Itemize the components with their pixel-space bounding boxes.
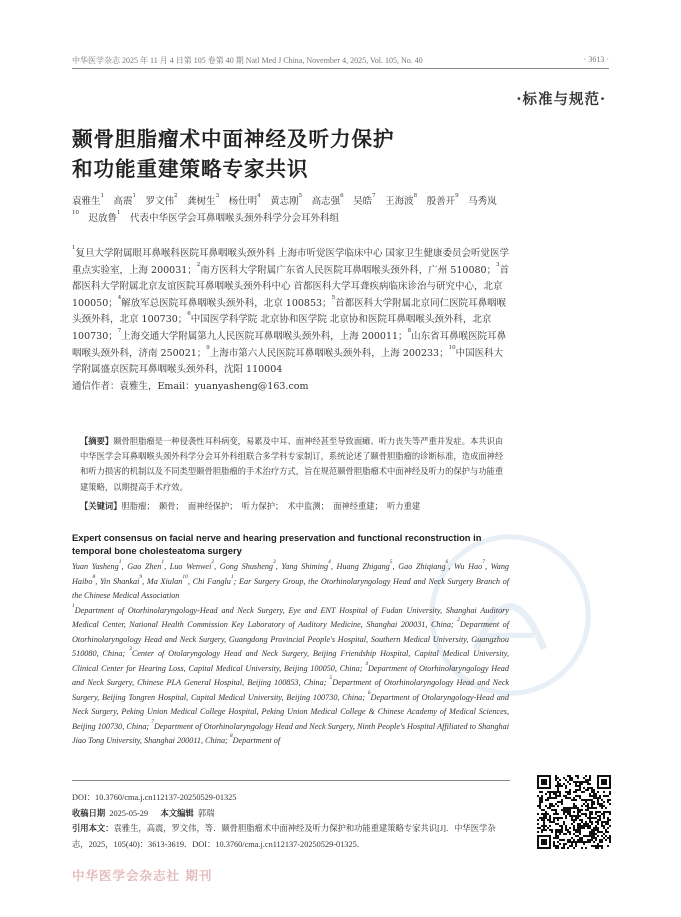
english-author-sup: 1 [230, 573, 234, 580]
author-group-cn: 代表中华医学会耳鼻咽喉头颈外科学分会耳外科组 [130, 212, 340, 224]
english-affiliation-text: Department of Otorhinolaryngology Head and Neck Surgery, Chinese PLA General Hospital, Beijing 100853, China; [72, 663, 509, 687]
affiliation-sup: 10 [448, 344, 456, 351]
affiliation-sup: 6 [187, 311, 191, 318]
author-name: 迟放鲁 [88, 212, 118, 224]
english-author-sup: 3 [273, 559, 276, 565]
affiliation-sup: 1 [72, 245, 76, 251]
author-sup: 8 [413, 193, 418, 199]
english-author-name: Wu Hao [454, 562, 483, 571]
english-author-name: Yuan Yasheng [72, 562, 119, 571]
affiliation-list [72, 245, 510, 376]
author-sup: 1 [117, 209, 121, 216]
author-name: 马秀岚 [468, 196, 497, 207]
doi: DOI：10.3760/cma.j.cn112137-20250529-01325 [72, 793, 237, 802]
english-affiliation-sup: 1 [72, 602, 75, 609]
affiliation-sup: 7 [117, 327, 122, 334]
cite-text: 袁雅生，高震，罗文伟，等．颞骨胆脂瘤术中面神经及听力保护和功能重建策略专家共识[J]．中华医学杂志，2025，105(40)：3613-3619．DOI：10.3760/cma.j.cn112137-20250529-01325． [72, 824, 496, 849]
english-author-sup: 2 [211, 559, 215, 565]
affiliation-text: 首都医科大学附属北京友谊医院耳鼻咽喉头颈外科中心 首都医科大学耳聋疾病临床诊治与研究中心，北京 100050； [72, 264, 510, 309]
english-author-name: Yin Shankai [99, 576, 140, 586]
author-name: 殷善开 [426, 196, 456, 207]
english-affiliation-sup: 4 [365, 660, 368, 667]
author-sup: 2 [174, 193, 178, 199]
english-author-sup: 4 [328, 559, 331, 565]
received-date: 2025-05-29 [109, 808, 149, 818]
english-title: Expert consensus on facial nerve and hearing preservation and functional reconstruction in temporal bone cholesteatoma surgery [72, 532, 482, 556]
received-label: 收稿日期 [72, 807, 106, 818]
author-sup: 3 [215, 193, 220, 199]
keywords-label: 【关键词】 [80, 501, 122, 511]
author-name: 高震 [113, 196, 133, 207]
qr-code[interactable] [537, 775, 611, 849]
english-author-sup: 7 [482, 559, 485, 565]
affiliation-sup: 3 [496, 261, 500, 268]
english-author-sup: 6 [445, 559, 449, 565]
author-sup: 9 [455, 193, 459, 199]
author-name: 杨仕明 [228, 196, 258, 207]
english-author-name: Wang Haibo [72, 562, 510, 586]
author-sup: 5 [298, 193, 303, 199]
english-affiliation-list [72, 602, 510, 746]
affiliations-cn [72, 246, 510, 395]
english-author-name: Huang Zhigang [336, 562, 390, 571]
english-affiliation-text: Department of Otorhinolaryngology Head and Neck Surgery, Ninth People's Hospital Affiliated to Shanghai Jiao Tong University, Shanghai 200011, China; [72, 721, 509, 745]
english-author-sup: 1 [161, 559, 165, 565]
author-name: 黄志刚 [270, 196, 299, 207]
editor-label: 本文编辑 [160, 807, 194, 818]
author-name: 高志强 [311, 196, 341, 207]
publisher-logo: 中华医学会杂志社 期刊 [72, 868, 213, 883]
affiliation-text: 上海市第六人民医院耳鼻咽喉头颈外科，上海 200233； [209, 347, 449, 359]
english-affiliation-sup: 6 [367, 689, 371, 696]
footer-rule [72, 780, 510, 781]
english-affiliation-sup: 2 [457, 617, 460, 623]
article-meta [72, 790, 532, 852]
running-header: 中华医学杂志 2025 年 11 月 4 日第 105 卷第 40 期 Natl Med J China, November 4, 2025, Vol. 105, No. 40 [72, 56, 423, 65]
english-group: Ear Surgery Group, the Otorhinolaryngology Head and Neck Surgery Branch of the Chinese Medical Association [72, 576, 510, 600]
english-author-list: Yuan Yasheng$^1$, Gao Zhen$^1$, Luo Wenwei$^2$, Gong Shusheng$^3$, Yang Shiming$^4$, Huang Zhigang$^5$, Gao Zhiqiang$^6$, Wu Hao$^7$, Wang Haibo$^8$, Yin Shankai$^9$, Ma Xiulan$^{10}$, Chi Fanglu$^1$; [72, 559, 510, 586]
affiliation-text: 中国医学科学院 北京协和医学院 北京协和医院耳鼻咽喉头颈外科，北京 100730； [72, 314, 492, 342]
keywords-text: 胆脂瘤； 颞骨； 面神经保护； 听力保护； 术中监测； 面神经重建； 听力重建 [121, 501, 421, 511]
affiliation-text: 南方医科大学附属广东省人民医院耳鼻咽喉头颈外科，广州 510080； [200, 264, 497, 276]
author-name: 吴皓 [353, 196, 373, 207]
english-affiliation-text: Department of Otorhinolaryngology-Head and Neck Surgery, Eye and ENT Hospital of Fudan University, Shanghai Auditory Medical Center, National Health Commission Key Laboratory of Auditory Medicine, Shanghai 200031, China; [72, 605, 509, 629]
editor-name: 郭瑞 [197, 808, 215, 818]
english-author-name: Luo Wenwei [169, 562, 212, 571]
english-affiliation-text: Center of Otolaryngology Head and Neck Surgery, Beijing Friendship Hospital, Capital Medical University, Clinical Center for Hearing Loss, Capital Medical University, Beijing 100050, China; [72, 649, 510, 673]
english-author-sup: 9 [139, 573, 143, 580]
english-author-sup: 5 [389, 559, 393, 565]
english-affiliation-sup: 7 [151, 718, 154, 725]
author-name: 龚树生 [187, 196, 216, 207]
keywords [80, 499, 506, 514]
title-line-1: 颞骨胆脂瘤术中面神经及听力保护 [72, 127, 395, 151]
affiliation-text: 首都医科大学附属北京同仁医院耳鼻咽喉头颈外科，北京 100730； [72, 297, 507, 326]
english-author-name: Gong Shusheng [219, 562, 274, 571]
english-author-name: Yang Shiming [281, 562, 329, 571]
received-editor [72, 806, 532, 822]
english-author-sup: 8 [92, 573, 96, 580]
affiliation-text: 中国医科大学附属盛京医院耳鼻咽喉头颈外科，沈阳 110004 [72, 347, 504, 376]
english-author-sup: 1 [118, 559, 122, 565]
english-affiliation-sup: 3 [129, 646, 132, 652]
author-sup: 1 [100, 193, 105, 199]
affiliation-sup: 9 [206, 344, 210, 351]
abstract-text: 颞骨胆脂瘤是一种侵袭性耳科病变，易累及中耳、面神经甚至导致面瘫、听力丧失等严重并发症。本共识由中华医学会耳鼻咽喉头颈外科学分会耳外科组联合多学科专家制订，系统论述了颞骨胆脂瘤的诊断标准，造成面神经和听力损害的机制以及不同类型颞骨胆脂瘤的手术治疗方式，旨在规范颞骨胆脂瘤术中面神经及听力的保护与功能重建策略，以期提高手术疗效。 [80, 436, 504, 492]
author-sup: 4 [257, 193, 261, 199]
section-label: ·标准与规范· [516, 91, 606, 108]
author-name: 王海波 [385, 196, 414, 207]
author-name: 罗文伟 [145, 196, 175, 207]
page-number: · 3613 · [583, 55, 609, 64]
author-sup: 10 [72, 209, 79, 216]
corresponding-author: 通信作者：袁雅生，Email：yuanyasheng@163.com [72, 380, 309, 392]
english-affiliation-sup: 8 [229, 733, 233, 739]
header-rule [72, 68, 609, 69]
author-sup: 1 [132, 193, 137, 199]
affiliation-text: 解放军总医院耳鼻咽喉头颈外科，北京 100853； [121, 297, 332, 309]
affiliation-sup: 4 [117, 294, 122, 301]
english-author-name: Gao Zhen [127, 562, 162, 571]
cite-label: 引用本文： [72, 823, 114, 833]
english-affiliation-text: Department of Otorhinolaryngology Head and Neck Surgery, Guangdong Provincial People's Hospital, Southern Medical University, Guangzhou 510080, China; [72, 620, 509, 658]
english-author-sup: 10 [182, 573, 188, 580]
affiliation-sup: 8 [407, 327, 412, 334]
english-affiliation-text: Department of Otolaryngology-Head and Neck Surgery, Peking Union Medical College Hospital, Peking Union Medical College & Chinese Academy of Medical Sciences, Beijing 100730, China; [72, 692, 509, 731]
english-authors-affiliations [72, 560, 509, 749]
author-sup: 6 [340, 193, 344, 199]
affiliation-text: 山东省耳鼻喉医院耳鼻咽喉头颈外科，济南 250021； [72, 330, 507, 359]
authors-cn [72, 194, 510, 227]
citation [72, 821, 512, 852]
affiliation-text: 上海交通大学附属第九人民医院耳鼻咽喉头颈外科，上海 200011； [121, 330, 408, 342]
author-name: 袁雅生 [72, 196, 101, 207]
english-author-name: Gao Zhiqiang [398, 562, 446, 571]
affiliation-text: 复旦大学附属眼耳鼻喉科医院耳鼻咽喉头颈外科 上海市听觉医学临床中心 国家卫生健康委员会听觉医学重点实验室，上海 200031； [72, 248, 510, 276]
english-affiliation-text: Department of Otorhinolaryngology Head and Neck Surgery, Beijing Tongren Hospital, Capital Medical University, Beijing 100730, China; [72, 678, 509, 702]
author-sup: 7 [372, 193, 376, 199]
abstract [80, 434, 506, 495]
english-affiliation-text: Department of [232, 736, 281, 745]
english-affiliation-sup: 5 [329, 675, 333, 681]
affiliation-sup: 5 [331, 294, 336, 301]
title-line-2: 和功能重建策略专家共识 [72, 157, 309, 181]
english-author-name: Chi Fanglu [192, 576, 231, 586]
english-author-name: Ma Xiulan [146, 576, 183, 586]
affiliation-sup: 2 [196, 261, 201, 268]
abstract-label: 【摘要】 [80, 436, 114, 446]
